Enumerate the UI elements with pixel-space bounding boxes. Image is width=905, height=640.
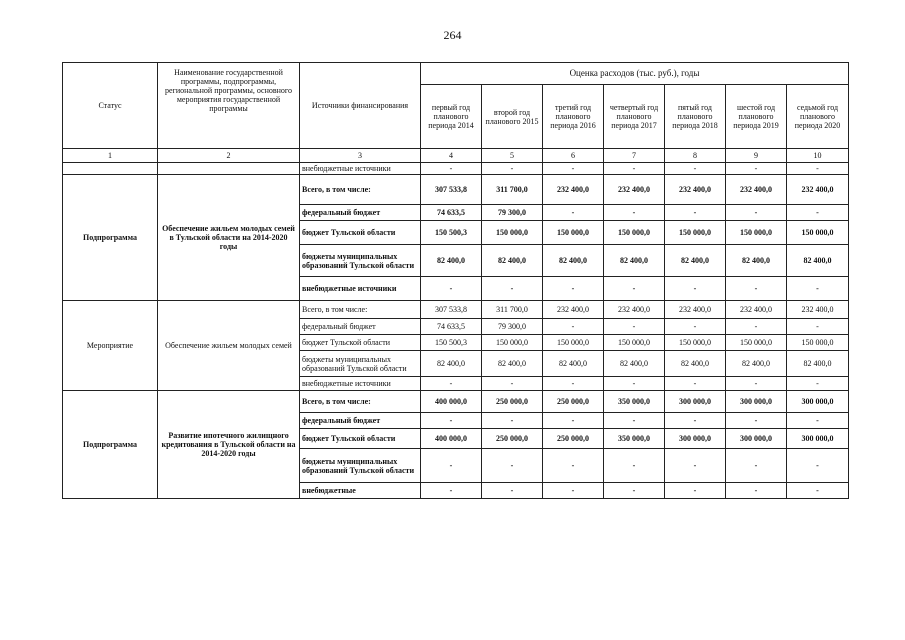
source-cell: бюджеты муниципальных образований Тульской области bbox=[300, 245, 421, 277]
value-cell: 82 400,0 bbox=[604, 351, 665, 377]
source-cell: федеральный бюджет bbox=[300, 319, 421, 335]
value-cell: - bbox=[726, 319, 787, 335]
value-cell: - bbox=[604, 483, 665, 499]
value-cell: 250 000,0 bbox=[543, 429, 604, 449]
header-year: четвертый год планового периода 2017 bbox=[604, 85, 665, 149]
value-cell: 307 533,8 bbox=[421, 301, 482, 319]
value-cell: - bbox=[787, 277, 849, 301]
value-cell: 150 000,0 bbox=[604, 335, 665, 351]
value-cell: - bbox=[482, 377, 543, 391]
table-row bbox=[63, 163, 849, 175]
value-cell: - bbox=[421, 413, 482, 429]
value-cell: 82 400,0 bbox=[665, 245, 726, 277]
status-cell: Подпрограмма bbox=[63, 175, 158, 301]
value-cell: 232 400,0 bbox=[543, 301, 604, 319]
value-cell: 232 400,0 bbox=[665, 301, 726, 319]
source-cell: внебюджетные источники bbox=[300, 163, 421, 175]
column-number: 7 bbox=[604, 149, 665, 163]
value-cell: 300 000,0 bbox=[787, 391, 849, 413]
value-cell: 350 000,0 bbox=[604, 429, 665, 449]
value-cell: 82 400,0 bbox=[726, 245, 787, 277]
value-cell: - bbox=[421, 483, 482, 499]
value-cell: - bbox=[604, 413, 665, 429]
value-cell: - bbox=[726, 205, 787, 221]
value-cell: - bbox=[421, 377, 482, 391]
value-cell: - bbox=[787, 413, 849, 429]
value-cell: - bbox=[604, 163, 665, 175]
value-cell: 300 000,0 bbox=[726, 429, 787, 449]
header-year: пятый год планового периода 2018 bbox=[665, 85, 726, 149]
value-cell: 232 400,0 bbox=[543, 175, 604, 205]
value-cell: 82 400,0 bbox=[421, 245, 482, 277]
source-cell: бюджет Тульской области bbox=[300, 221, 421, 245]
value-cell: 232 400,0 bbox=[604, 175, 665, 205]
value-cell: 311 700,0 bbox=[482, 301, 543, 319]
value-cell: - bbox=[604, 277, 665, 301]
value-cell: 150 000,0 bbox=[543, 335, 604, 351]
value-cell: 150 000,0 bbox=[482, 335, 543, 351]
value-cell: 250 000,0 bbox=[543, 391, 604, 413]
value-cell: - bbox=[665, 413, 726, 429]
source-cell: внебюджетные источники bbox=[300, 377, 421, 391]
value-cell: 82 400,0 bbox=[482, 351, 543, 377]
value-cell: - bbox=[787, 319, 849, 335]
value-cell: - bbox=[543, 449, 604, 483]
value-cell: - bbox=[421, 277, 482, 301]
value-cell: 400 000,0 bbox=[421, 391, 482, 413]
value-cell: - bbox=[604, 205, 665, 221]
value-cell: 150 000,0 bbox=[604, 221, 665, 245]
value-cell: - bbox=[543, 163, 604, 175]
value-cell: - bbox=[543, 277, 604, 301]
header-year: второй год планового 2015 bbox=[482, 85, 543, 149]
source-cell: Всего, в том числе: bbox=[300, 301, 421, 319]
value-cell: 82 400,0 bbox=[543, 351, 604, 377]
value-cell: - bbox=[482, 413, 543, 429]
value-cell: 79 300,0 bbox=[482, 319, 543, 335]
value-cell: 300 000,0 bbox=[665, 429, 726, 449]
value-cell: 232 400,0 bbox=[665, 175, 726, 205]
value-cell: 307 533,8 bbox=[421, 175, 482, 205]
value-cell: - bbox=[604, 319, 665, 335]
value-cell: - bbox=[482, 277, 543, 301]
value-cell: - bbox=[726, 277, 787, 301]
value-cell: 300 000,0 bbox=[665, 391, 726, 413]
value-cell: 82 400,0 bbox=[665, 351, 726, 377]
value-cell: 250 000,0 bbox=[482, 391, 543, 413]
header-year: третий год планового периода 2016 bbox=[543, 85, 604, 149]
value-cell: - bbox=[726, 483, 787, 499]
value-cell: - bbox=[665, 483, 726, 499]
source-cell: бюджеты муниципальных образований Тульской области bbox=[300, 449, 421, 483]
value-cell: - bbox=[726, 377, 787, 391]
source-cell: Всего, в том числе: bbox=[300, 175, 421, 205]
value-cell: 79 300,0 bbox=[482, 205, 543, 221]
source-cell: внебюджетные источники bbox=[300, 277, 421, 301]
header-year: первый год планового периода 2014 bbox=[421, 85, 482, 149]
value-cell: 150 000,0 bbox=[787, 221, 849, 245]
value-cell: 400 000,0 bbox=[421, 429, 482, 449]
column-number: 10 bbox=[787, 149, 849, 163]
header-estimate: Оценка расходов (тыс. руб.), годы bbox=[421, 63, 849, 85]
column-number: 3 bbox=[300, 149, 421, 163]
column-number: 8 bbox=[665, 149, 726, 163]
value-cell: - bbox=[665, 449, 726, 483]
value-cell: 82 400,0 bbox=[543, 245, 604, 277]
page-number: 264 bbox=[443, 28, 462, 42]
column-number: 2 bbox=[158, 149, 300, 163]
status-cell: Мероприятие bbox=[63, 301, 158, 391]
value-cell: - bbox=[665, 277, 726, 301]
value-cell: 74 633,5 bbox=[421, 205, 482, 221]
source-cell: бюджеты муниципальных образований Тульской области bbox=[300, 351, 421, 377]
program-name-cell: Обеспечение жильем молодых семей в Тульской области на 2014-2020 годы bbox=[158, 175, 300, 301]
value-cell: - bbox=[604, 449, 665, 483]
source-cell: федеральный бюджет bbox=[300, 413, 421, 429]
value-cell: - bbox=[726, 413, 787, 429]
value-cell: - bbox=[665, 205, 726, 221]
value-cell: 82 400,0 bbox=[482, 245, 543, 277]
value-cell: - bbox=[787, 449, 849, 483]
value-cell: 311 700,0 bbox=[482, 175, 543, 205]
column-number: 5 bbox=[482, 149, 543, 163]
source-cell: Всего, в том числе: bbox=[300, 391, 421, 413]
value-cell: - bbox=[482, 163, 543, 175]
table-row bbox=[63, 175, 849, 205]
value-cell: - bbox=[482, 483, 543, 499]
value-cell: 150 000,0 bbox=[726, 335, 787, 351]
value-cell: 150 000,0 bbox=[726, 221, 787, 245]
source-cell: бюджет Тульской области bbox=[300, 335, 421, 351]
source-cell: бюджет Тульской области bbox=[300, 429, 421, 449]
value-cell: 82 400,0 bbox=[421, 351, 482, 377]
value-cell: 150 000,0 bbox=[482, 221, 543, 245]
header-year: шестой год планового периода 2019 bbox=[726, 85, 787, 149]
value-cell: 300 000,0 bbox=[787, 429, 849, 449]
value-cell: - bbox=[421, 449, 482, 483]
value-cell: - bbox=[787, 483, 849, 499]
budget-table bbox=[62, 62, 849, 499]
source-cell: федеральный бюджет bbox=[300, 205, 421, 221]
header-name: Наименование государственной программы, подпрограммы, региональной программы, основного мероприятия государственной программы bbox=[158, 63, 300, 149]
value-cell: 82 400,0 bbox=[726, 351, 787, 377]
table-row bbox=[63, 391, 849, 413]
value-cell: 150 500,3 bbox=[421, 221, 482, 245]
table-row bbox=[63, 301, 849, 319]
value-cell: 232 400,0 bbox=[787, 175, 849, 205]
column-number: 4 bbox=[421, 149, 482, 163]
source-cell: внебюджетные bbox=[300, 483, 421, 499]
value-cell: - bbox=[726, 163, 787, 175]
program-name-cell: Развитие ипотечного жилищного кредитования в Тульской области на 2014-2020 годы bbox=[158, 391, 300, 499]
value-cell: 150 000,0 bbox=[665, 221, 726, 245]
value-cell: - bbox=[604, 377, 665, 391]
status-cell: Подпрограмма bbox=[63, 391, 158, 499]
value-cell: 82 400,0 bbox=[787, 351, 849, 377]
value-cell: 232 400,0 bbox=[726, 175, 787, 205]
value-cell: 82 400,0 bbox=[787, 245, 849, 277]
value-cell: 150 000,0 bbox=[665, 335, 726, 351]
program-name-cell: Обеспечение жильем молодых семей bbox=[158, 301, 300, 391]
header-status: Статус bbox=[63, 63, 158, 149]
value-cell: 82 400,0 bbox=[604, 245, 665, 277]
value-cell: 300 000,0 bbox=[726, 391, 787, 413]
value-cell: - bbox=[482, 449, 543, 483]
column-number: 6 bbox=[543, 149, 604, 163]
value-cell: 232 400,0 bbox=[604, 301, 665, 319]
value-cell: 74 633,5 bbox=[421, 319, 482, 335]
header-year: седьмой год планового периода 2020 bbox=[787, 85, 849, 149]
value-cell: - bbox=[421, 163, 482, 175]
value-cell: - bbox=[665, 163, 726, 175]
value-cell: - bbox=[787, 205, 849, 221]
value-cell: - bbox=[665, 319, 726, 335]
value-cell: - bbox=[543, 319, 604, 335]
column-number: 1 bbox=[63, 149, 158, 163]
header-sources: Источники финансирования bbox=[300, 63, 421, 149]
value-cell: 150 500,3 bbox=[421, 335, 482, 351]
value-cell: - bbox=[543, 413, 604, 429]
value-cell: - bbox=[787, 163, 849, 175]
value-cell: 232 400,0 bbox=[787, 301, 849, 319]
value-cell: - bbox=[543, 205, 604, 221]
value-cell: - bbox=[543, 483, 604, 499]
value-cell: - bbox=[543, 377, 604, 391]
value-cell: 150 000,0 bbox=[787, 335, 849, 351]
value-cell: 350 000,0 bbox=[604, 391, 665, 413]
value-cell: - bbox=[665, 377, 726, 391]
value-cell: 250 000,0 bbox=[482, 429, 543, 449]
column-number: 9 bbox=[726, 149, 787, 163]
value-cell: - bbox=[787, 377, 849, 391]
value-cell: 150 000,0 bbox=[543, 221, 604, 245]
value-cell: - bbox=[726, 449, 787, 483]
value-cell: 232 400,0 bbox=[726, 301, 787, 319]
